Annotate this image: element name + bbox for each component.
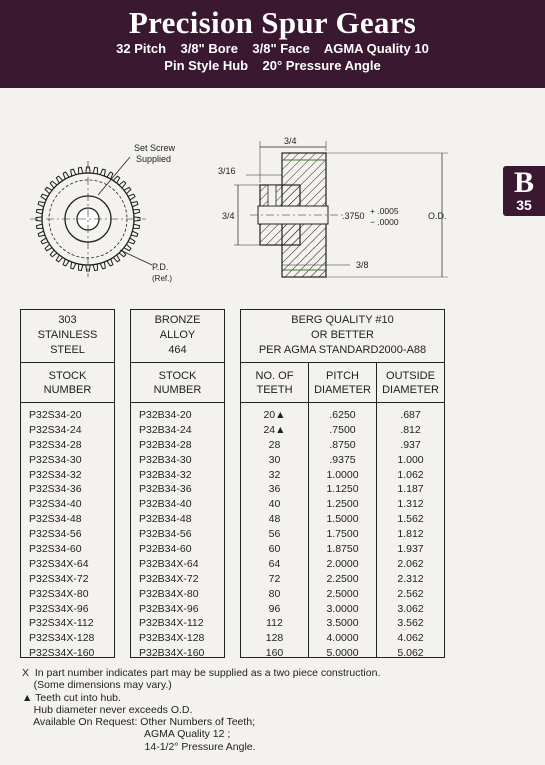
note-line: X In part number indicates part may be supplied as a two piece construction. bbox=[22, 667, 381, 679]
outside-diameter: 3.062 bbox=[397, 602, 424, 615]
bronze-subheader: STOCK NUMBER bbox=[131, 363, 224, 403]
outside-diameter: 5.062 bbox=[397, 647, 424, 660]
stock-number: P32B34-30 bbox=[139, 453, 192, 466]
stock-number: P32B34-24 bbox=[139, 423, 192, 436]
outside-diameter: .937 bbox=[400, 438, 421, 451]
stock-number: P32S34X-80 bbox=[29, 587, 89, 600]
stock-number: P32S34-56 bbox=[29, 528, 82, 541]
stock-number: P32B34X-160 bbox=[139, 647, 205, 660]
teeth-column: NO. OF TEETH 20▲ 24▲ 28 30 32 36 40 48 56 60 64 72 80 96 112 128 160 bbox=[241, 363, 308, 657]
stock-number: P32S34-24 bbox=[29, 423, 82, 436]
header-banner bbox=[0, 0, 545, 88]
page-title: Precision Spur Gears bbox=[128, 5, 417, 40]
stainless-steel-table bbox=[20, 309, 115, 658]
stock-number: P32S34X-112 bbox=[29, 617, 94, 630]
outside-diameter: 1.937 bbox=[397, 543, 424, 556]
pitch-diameter: .6250 bbox=[329, 409, 356, 421]
pitch-diameter: 4.0000 bbox=[326, 632, 359, 645]
pitch-diameter: 3.0000 bbox=[326, 602, 359, 615]
stock-number: P32S34-40 bbox=[29, 498, 82, 511]
dim-outside-diameter: O.D. bbox=[428, 211, 447, 221]
note-line: Hub diameter never exceeds O.D. bbox=[22, 703, 193, 716]
teeth-count: 36 bbox=[268, 483, 281, 496]
pitch-diameter: 1.1250 bbox=[326, 483, 359, 496]
section-tab[interactable] bbox=[503, 166, 545, 216]
teeth-count: 56 bbox=[268, 528, 281, 541]
teeth-count: 64 bbox=[268, 557, 281, 570]
teeth-count: 20▲ bbox=[263, 409, 286, 421]
note-line: Available On Request: Other Numbers of Teeth; bbox=[22, 716, 256, 729]
note-line: ▲ Teeth cut into hub. bbox=[22, 691, 121, 704]
stock-number: P32B34-60 bbox=[139, 543, 192, 556]
stainless-header: 303 STAINLESS STEEL bbox=[21, 310, 114, 363]
spec-line-2: Pin Style Hub 20° Pressure Angle bbox=[164, 58, 381, 73]
outside-diameter: 1.312 bbox=[397, 498, 424, 511]
stock-number: P32S34X-64 bbox=[29, 557, 89, 570]
stock-number: P32S34-36 bbox=[29, 483, 82, 496]
outside-diameter: 4.062 bbox=[397, 632, 424, 645]
stock-number: P32B34-28 bbox=[139, 438, 192, 451]
pitch-diameter: 1.0000 bbox=[326, 468, 359, 481]
od-list bbox=[377, 403, 444, 661]
teeth-count: 32 bbox=[268, 468, 281, 481]
pitch-diameter: 5.0000 bbox=[326, 647, 359, 660]
pitch-diameter: 1.7500 bbox=[326, 528, 359, 541]
outside-diameter: 1.187 bbox=[397, 483, 424, 496]
stock-number: P32S34-20 bbox=[29, 409, 82, 421]
stock-number: P32S34X-72 bbox=[29, 572, 89, 585]
teeth-count: 30 bbox=[268, 453, 281, 466]
stock-number: P32S34-48 bbox=[29, 513, 82, 526]
stock-number: P32S34-30 bbox=[29, 453, 82, 466]
section-letter: B bbox=[513, 166, 534, 199]
pitch-diameter: 2.5000 bbox=[326, 587, 359, 600]
teeth-count: 28 bbox=[268, 438, 281, 451]
note-line: AGMA Quality 12 ; bbox=[22, 728, 231, 741]
bronze-stock-list bbox=[131, 403, 224, 661]
pitch-diameter: .7500 bbox=[329, 423, 356, 436]
gear-drawing bbox=[0, 95, 500, 305]
pitch-diameter: .8750 bbox=[329, 438, 356, 451]
teeth-count: 80 bbox=[268, 587, 281, 600]
stainless-stock-list bbox=[21, 403, 114, 661]
teeth-count: 24▲ bbox=[263, 423, 286, 436]
teeth-count: 128 bbox=[265, 632, 284, 645]
stock-number: P32B34X-96 bbox=[139, 602, 199, 615]
gear-front-view bbox=[30, 161, 146, 277]
outside-diameter: 2.312 bbox=[397, 572, 424, 585]
outside-diameter: 2.062 bbox=[397, 557, 424, 570]
stock-number: P32S34X-160 bbox=[29, 647, 95, 660]
pitch-diameter: 2.2500 bbox=[326, 572, 359, 585]
stock-number: P32B34X-72 bbox=[139, 572, 199, 585]
stock-number: P32S34-60 bbox=[29, 543, 82, 556]
bronze-alloy-table bbox=[130, 309, 225, 658]
stock-number: P32S34X-128 bbox=[29, 632, 95, 645]
dim-hub-offset: 3/16 bbox=[218, 166, 236, 176]
outside-diameter: .812 bbox=[400, 423, 421, 436]
outside-diameter: 1.062 bbox=[397, 468, 424, 481]
teeth-count: 112 bbox=[266, 617, 283, 630]
stock-number: P32B34-20 bbox=[139, 409, 192, 421]
dim-face-width: 3/8 bbox=[356, 260, 369, 270]
gear-section-view bbox=[250, 153, 345, 277]
stock-number: P32B34-56 bbox=[139, 528, 192, 541]
teeth-count: 96 bbox=[268, 602, 281, 615]
stock-number: P32B34X-80 bbox=[139, 587, 199, 600]
stock-number: P32B34-32 bbox=[139, 468, 192, 481]
stock-number: P32B34X-128 bbox=[139, 632, 205, 645]
teeth-count: 48 bbox=[268, 513, 281, 526]
outside-diameter: 1.812 bbox=[397, 528, 424, 541]
outside-diameter: 1.000 bbox=[397, 453, 424, 466]
outside-diameter: 2.562 bbox=[397, 587, 424, 600]
teeth-count: 72 bbox=[268, 572, 281, 585]
outside-diameter: .687 bbox=[400, 409, 421, 421]
pitch-diameter: 3.5000 bbox=[326, 617, 359, 630]
set-screw-label-2: Supplied bbox=[136, 154, 172, 164]
teeth-count: 160 bbox=[265, 647, 284, 660]
stock-number: P32S34-28 bbox=[29, 438, 82, 451]
pitch-column: PITCH DIAMETER .6250 .7500 .8750 .9375 1.0000 1.1250 1.2500 1.5000 1.7500 1.8750 2.0000 2.2500 2.5000 3.0000 3.5000 4.0000 5.0000 bbox=[308, 363, 376, 657]
pitch-diameter: 2.0000 bbox=[326, 557, 359, 570]
stock-number: P32B34-40 bbox=[139, 498, 192, 511]
set-screw-label: Set Screw bbox=[134, 143, 176, 153]
dim-hub-diameter: 3/4 bbox=[222, 211, 235, 221]
teeth-count: 40 bbox=[268, 498, 281, 511]
teeth-list bbox=[241, 403, 308, 661]
pitch-diameter: .9375 bbox=[329, 453, 356, 466]
bronze-header: BRONZE ALLOY 464 bbox=[131, 310, 224, 363]
pitch-diameter: 1.5000 bbox=[326, 513, 359, 526]
stock-number: P32S34-32 bbox=[29, 468, 82, 481]
outside-diameter: 3.562 bbox=[397, 617, 424, 630]
stainless-subheader: STOCK NUMBER bbox=[21, 363, 114, 403]
pd-label: P.D. bbox=[152, 262, 169, 272]
dim-bore: .3750 bbox=[342, 211, 365, 221]
dim-tol-minus: − .0000 bbox=[370, 217, 399, 227]
pitch-list bbox=[309, 403, 376, 661]
pitch-diameter: 1.2500 bbox=[326, 498, 359, 511]
dim-tol-plus: + .0005 bbox=[370, 206, 399, 216]
note-line: (Some dimensions may vary.) bbox=[22, 679, 172, 692]
pitch-diameter: 1.8750 bbox=[326, 543, 359, 556]
note-line: 14-1/2° Pressure Angle. bbox=[22, 740, 256, 753]
dim-hub-length: 3/4 bbox=[284, 136, 297, 146]
spec-table bbox=[240, 309, 445, 658]
outside-diameter: 1.562 bbox=[397, 513, 424, 526]
stock-number: P32S34X-96 bbox=[29, 602, 89, 615]
pd-ref-label: (Ref.) bbox=[152, 274, 172, 283]
stock-number: P32B34-48 bbox=[139, 513, 192, 526]
od-column: OUTSIDE DIAMETER .687 .812 .937 1.000 1.062 1.187 1.312 1.562 1.812 1.937 2.062 2.312 2.562 3.062 3.562 4.062 5.062 bbox=[376, 363, 444, 657]
stock-number: P32B34X-64 bbox=[139, 557, 199, 570]
teeth-count: 60 bbox=[268, 543, 281, 556]
stock-number: P32B34X-112 bbox=[139, 617, 204, 630]
spec-header: BERG QUALITY #10 OR BETTER PER AGMA STANDARD2000-A88 bbox=[241, 310, 444, 363]
page-number: 35 bbox=[516, 197, 532, 213]
stock-number: P32B34-36 bbox=[139, 483, 192, 496]
spec-line-1: 32 Pitch 3/8" Bore 3/8" Face AGMA Quality 10 bbox=[116, 41, 429, 56]
spec-columns bbox=[241, 363, 444, 660]
footnotes bbox=[22, 667, 502, 753]
